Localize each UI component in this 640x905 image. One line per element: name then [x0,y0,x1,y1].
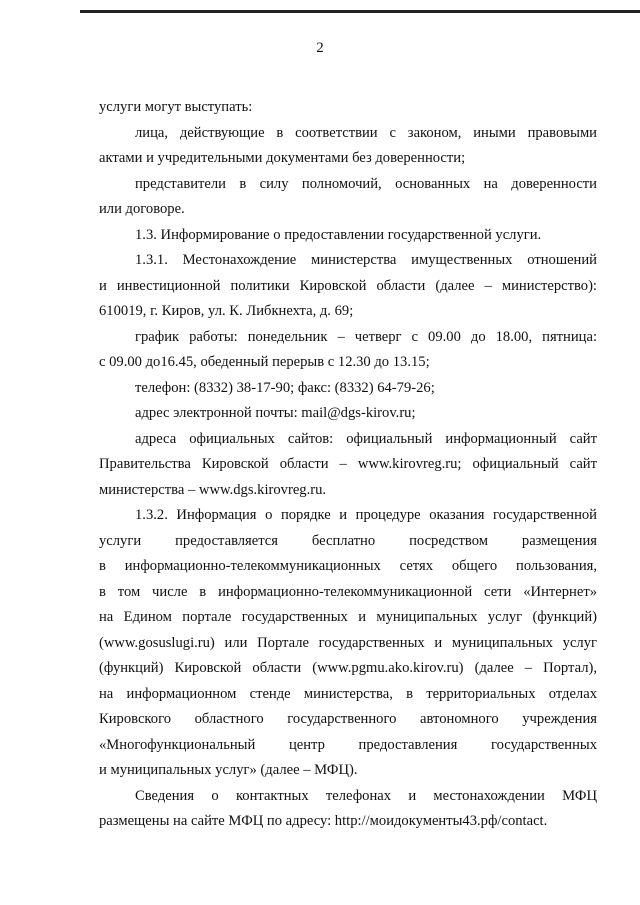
text-line: министерства – www.dgs.kirovreg.ru. [99,481,327,498]
text-line: адрес электронной почты: mail@dgs-kirov.ru; [135,405,416,421]
text-line: график работы: понедельник – четверг с 09.00 до 18.00, пятница: [135,328,597,345]
text-line: (функций) Кировской области (www.pgmu.ako.kirov.ru) (далее – Портал), [99,660,597,676]
text-line: 1.3.2. Информация о порядке и процедуре оказания государственной [135,507,597,523]
text-line: с 09.00 до16.45, обеденный перерыв с 12.30 до 13.15; [99,354,430,370]
text-line: телефон: (8332) 38-17-90; факс: (8332) 64-79-26; [135,379,435,396]
text-line: на Едином портале государственных и муниципальных услуг (функций) [99,609,597,625]
text-line: услуги предоставляется бесплатно посредством размещения [99,532,597,549]
text-line: адреса официальных сайтов: официальный информационный сайт [135,430,597,447]
text-line: актами и учредительными документами без доверенности; [99,150,466,166]
text-line: Сведения о контактных телефонах и местонахождении МФЦ [135,787,597,804]
document-body [99,95,597,835]
text-line: 1.3.1. Местонахождение министерства имущественных отношений [135,252,597,268]
text-line: размещены на сайте МФЦ по адресу: http://моидокументы43.рф/contact. [99,813,548,829]
text-line: 610019, г. Киров, ул. К. Либкнехта, д. 69; [99,303,354,319]
text-line: «Многофункциональный центр предоставления государственных [99,736,597,753]
text-line: и инвестиционной политики Кировской области (далее – министерство): [99,277,597,294]
text-line: 1.3. Информирование о предоставлении государственной услуги. [135,226,542,243]
top-rule [80,10,640,13]
text-line: и муниципальных услуг» (далее – МФЦ). [99,762,358,778]
text-line: в информационно-телекоммуникационных сетях общего пользования, [99,558,597,574]
text-line: услуги могут выступать: [99,99,253,115]
text-line: (www.gosuslugi.ru) или Портале государственных и муниципальных услуг [99,634,597,651]
text-line: или договоре. [99,201,185,217]
text-line: Кировского областного государственного автономного учреждения [99,711,597,727]
text-line: представители в силу полномочий, основанных на доверенности [135,175,597,192]
text-line: на информационном стенде министерства, в территориальных отделах [99,685,597,702]
text-line: лица, действующие в соответствии с законом, иными правовыми [135,124,597,141]
text-line: Правительства Кировской области – www.kirovreg.ru; официальный сайт [99,456,597,472]
text-line: в том числе в информационно-телекоммуникационной сети «Интернет» [99,583,597,600]
page-number: 2 [316,40,324,56]
